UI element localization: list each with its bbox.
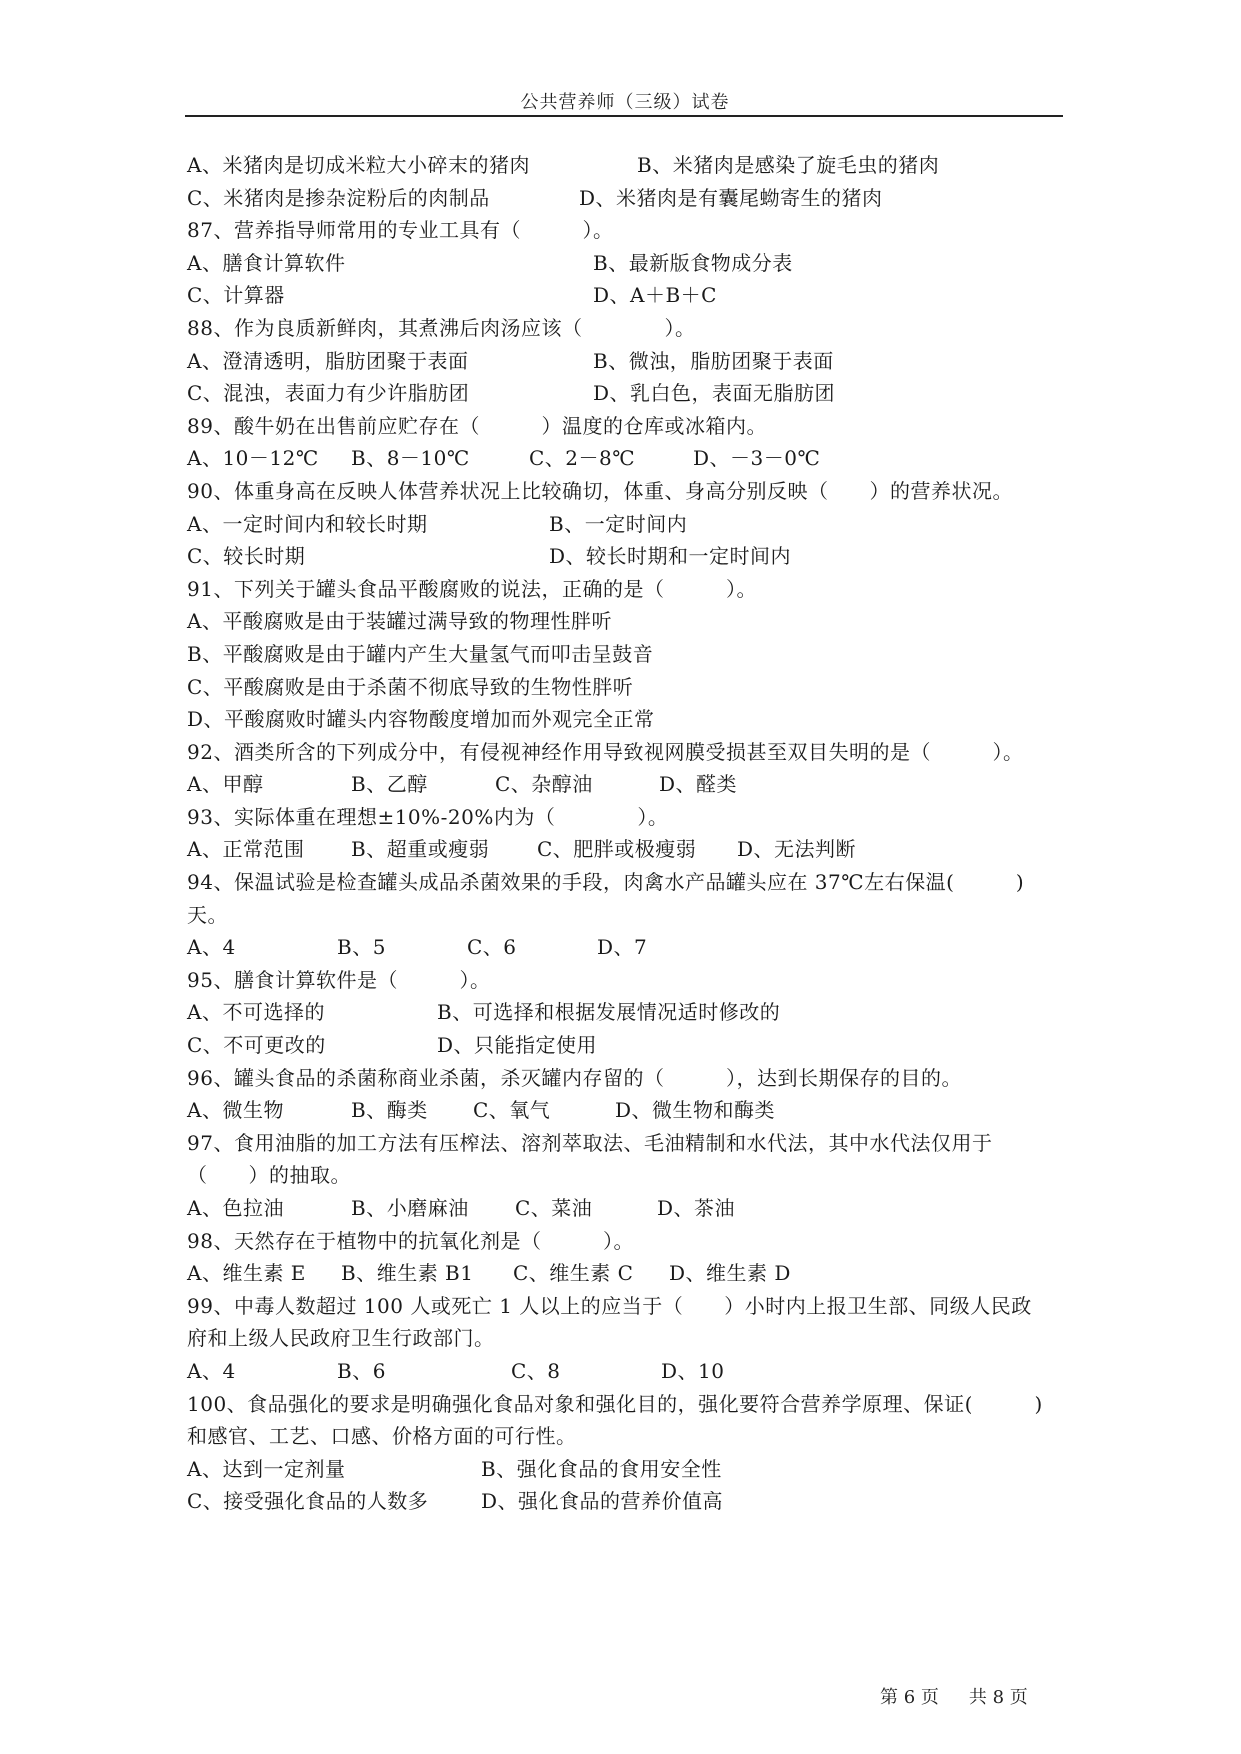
q97-options [187,1192,1067,1225]
q92-option-b: B、乙醇 [351,772,428,797]
q96-option-b: B、酶类 [351,1098,428,1123]
q92-options [187,768,1067,801]
q87-option-a: A、膳食计算软件 [187,250,346,275]
q93-option-d: D、无法判断 [737,837,857,862]
exam-content [187,149,1067,1518]
q98-options [187,1257,1067,1290]
q90-option-a: A、一定时间内和较长时期 [187,511,428,536]
q97-stem-line2: （ ）的抽取。 [187,1163,351,1188]
q87-options-row2 [187,279,1067,312]
q91-option-c: C、平酸腐败是由于杀菌不彻底导致的生物性胖听 [187,674,634,699]
q93-option-a: A、正常范围 [187,837,305,862]
page-header-title: 公共营养师（三级）试卷 [520,92,730,113]
q94-stem-line1: 94、保温试验是检查罐头成品杀菌效果的手段，肉禽水产品罐头应在 37℃左右保温( ) [187,870,1025,895]
q92-option-c: C、杂醇油 [495,772,593,797]
q93-stem: 93、实际体重在理想±10%-20%内为（ ）。 [187,804,669,829]
q97-option-c: C、菜油 [515,1196,593,1220]
q90-option-c: C、较长时期 [187,544,306,569]
q91-stem: 91、下列关于罐头食品平酸腐败的说法，正确的是（ ）。 [187,576,757,601]
q92-option-d: D、醛类 [659,772,738,797]
q86-option-c: C、米猪肉是掺杂淀粉后的肉制品 [187,185,490,210]
q100-options-row1 [187,1453,1067,1486]
q100-option-b: B、强化食品的食用安全性 [481,1456,722,1481]
q86-option-a: A、米猪肉是切成米粒大小碎末的猪肉 [187,153,530,177]
q100-stem-line2: 和感官、工艺、口感、价格方面的可行性。 [187,1424,577,1449]
q99-option-c: C、8 [511,1358,561,1383]
q97-stem-line1: 97、食用油脂的加工方法有压榨法、溶剂萃取法、毛油精制和水代法，其中水代法仅用于 [187,1130,993,1155]
q86-option-d: D、米猪肉是有囊尾蚴寄生的猪肉 [579,185,883,210]
q100-option-d: D、强化食品的营养价值高 [481,1489,724,1514]
q99-option-d: D、10 [661,1358,725,1383]
q87-option-b: B、最新版食物成分表 [593,250,793,275]
q97-option-a: A、色拉油 [187,1196,284,1220]
q94-option-b: B、5 [337,935,386,960]
q89-option-d: D、－3－0℃ [693,446,821,471]
q96-option-a: A、微生物 [187,1098,284,1123]
q98-option-a: A、维生素 E [187,1261,306,1286]
q99-option-b: B、6 [337,1358,386,1383]
q90-options-row2 [187,540,1067,573]
q95-option-b: B、可选择和根据发展情况适时修改的 [437,1000,781,1025]
q94-option-c: C、6 [467,935,517,960]
q89-stem: 89、酸牛奶在出售前应贮存在（ ）温度的仓库或冰箱内。 [187,413,767,438]
q95-option-d: D、只能指定使用 [437,1033,598,1058]
q94-option-a: A、4 [187,935,236,960]
q90-options-row1 [187,508,1067,541]
q98-stem: 98、天然存在于植物中的抗氧化剂是（ ）。 [187,1228,634,1253]
q88-option-b: B、微浊，脂肪团聚于表面 [593,348,834,373]
q87-stem: 87、营养指导师常用的专业工具有（ ）。 [187,218,614,243]
q99-option-a: A、4 [187,1358,236,1383]
q87-options-row1 [187,247,1067,280]
q96-stem: 96、罐头食品的杀菌称商业杀菌，杀灭罐内存留的（ ），达到长期保存的目的。 [187,1065,962,1090]
q99-options [187,1355,1067,1388]
q99-stem-line2: 府和上级人民政府卫生行政部门。 [187,1326,495,1351]
q92-stem: 92、酒类所含的下列成分中，有侵视神经作用导致视网膜受损甚至双目失明的是（ ）。 [187,739,1024,764]
q86-option-b: B、米猪肉是感染了旋毛虫的猪肉 [637,153,940,177]
q98-option-b: B、维生素 B1 [341,1261,474,1286]
q95-option-a: A、不可选择的 [187,1000,325,1025]
q96-options [187,1094,1067,1127]
q88-option-d: D、乳白色，表面无脂肪团 [593,381,836,406]
q92-option-a: A、甲醇 [187,772,264,797]
q87-option-c: C、计算器 [187,283,285,308]
q89-option-a: A、10－12℃ [187,446,319,471]
q88-option-c: C、混浊，表面力有少许脂肪团 [187,381,470,406]
q94-options [187,931,1067,964]
q96-option-c: C、氧气 [473,1098,551,1123]
q93-options [187,833,1067,866]
q91-option-a: A、平酸腐败是由于装罐过满导致的物理性胖听 [187,609,612,634]
q90-option-d: D、较长时期和一定时间内 [549,544,792,569]
q98-option-d: D、维生素 D [669,1261,791,1286]
q90-stem: 90、体重身高在反映人体营养状况上比较确切，体重、身高分别反映（ ）的营养状况。 [187,478,1013,503]
total-pages: 共 8 页 [968,1687,1028,1708]
q88-stem: 88、作为良质新鲜肉，其煮沸后肉汤应该（ ）。 [187,315,696,340]
q87-option-d: D、A＋B＋C [593,283,717,308]
q94-stem-line2: 天。 [187,902,228,927]
q88-options-row2 [187,377,1067,410]
q95-stem: 95、膳食计算软件是（ ）。 [187,967,491,992]
q96-option-d: D、微生物和酶类 [615,1098,776,1123]
q86-options-row2 [187,182,1067,215]
q93-option-c: C、肥胖或极瘦弱 [537,837,697,862]
page-footer [880,1683,1028,1709]
q91-option-b: B、平酸腐败是由于罐内产生大量氢气而叩击呈鼓音 [187,641,654,666]
q100-option-a: A、达到一定剂量 [187,1456,346,1481]
q89-option-b: B、8－10℃ [351,446,470,471]
q86-options-row1 [187,149,1067,182]
q97-option-d: D、茶油 [657,1196,736,1220]
q95-options-row1 [187,996,1067,1029]
q93-option-b: B、超重或瘦弱 [351,837,490,862]
q89-option-c: C、2－8℃ [529,446,636,471]
q100-option-c: C、接受强化食品的人数多 [187,1489,429,1514]
q97-option-b: B、小磨麻油 [351,1196,469,1220]
q98-option-c: C、维生素 C [513,1261,634,1286]
q91-option-d: D、平酸腐败时罐头内容物酸度增加而外观完全正常 [187,707,655,732]
q90-option-b: B、一定时间内 [549,511,688,536]
q88-option-a: A、澄清透明，脂肪团聚于表面 [187,348,469,373]
q95-option-c: C、不可更改的 [187,1033,326,1058]
q99-stem-line1: 99、中毒人数超过 100 人或死亡 1 人以上的应当于（ ）小时内上报卫生部、同级人民政 [187,1293,1032,1318]
q88-options-row1 [187,345,1067,378]
q100-stem-line1: 100、食品强化的要求是明确强化食品对象和强化目的，强化要符合营养学原理、保证( ) [187,1391,1043,1416]
q95-options-row2 [187,1029,1067,1062]
page-number: 第 6 页 [880,1687,939,1708]
header-divider [185,115,1063,117]
q89-options [187,442,1067,475]
q94-option-d: D、7 [597,935,648,960]
q100-options-row2 [187,1485,1067,1518]
